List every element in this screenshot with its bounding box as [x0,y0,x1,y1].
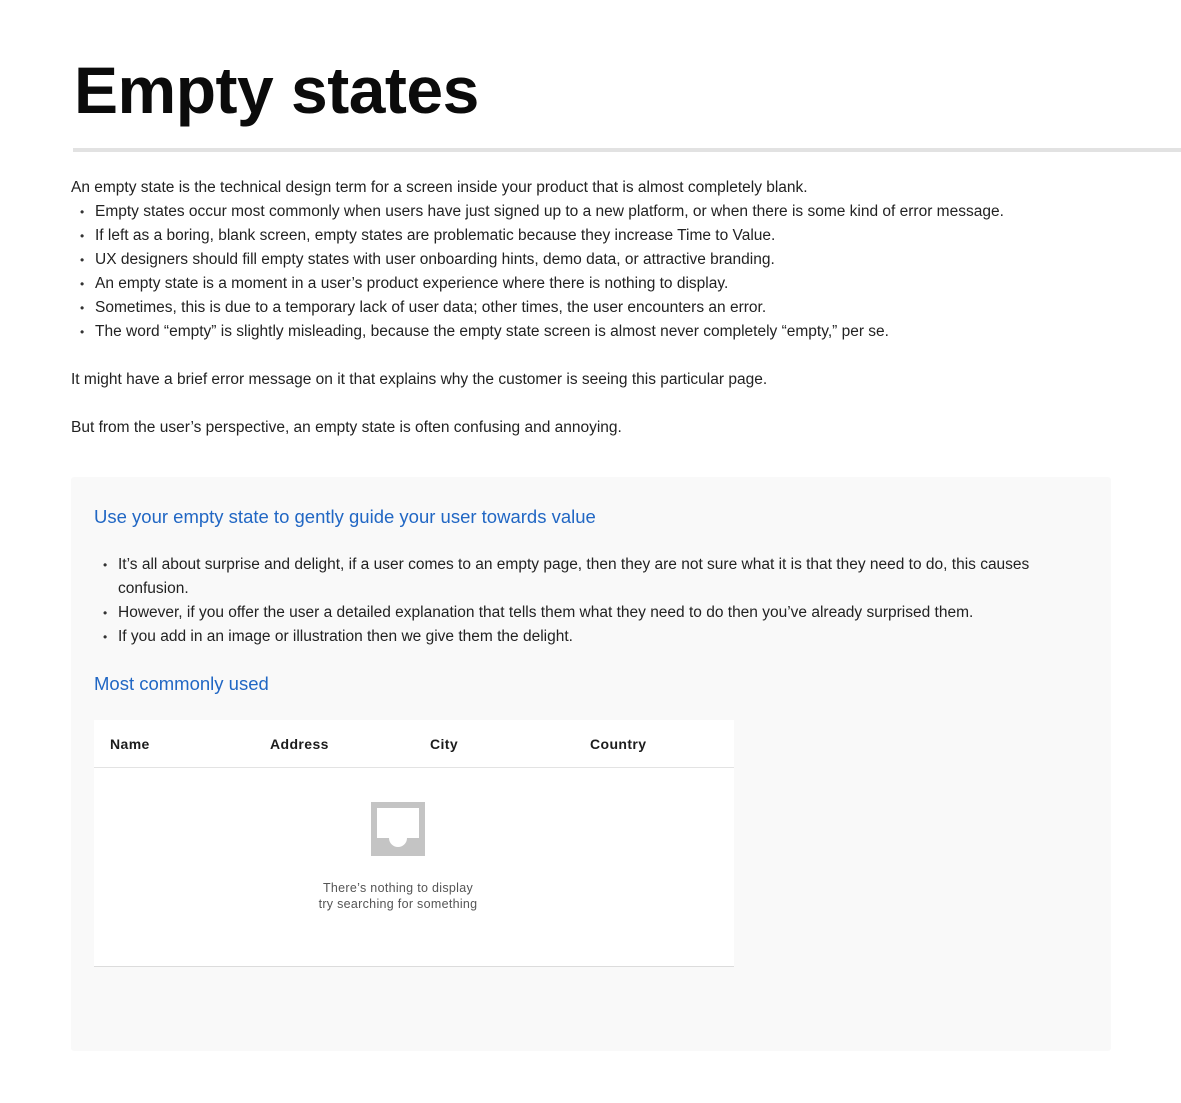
intro-paragraph-2: But from the user’s perspective, an empty state is often confusing and annoying. [71,419,622,436]
list-item: • It’s all about surprise and delight, if a user comes to an empty page, then they are not sure what it is that they need to do, this causes confusion. [94,553,1084,601]
panel-bullet-list [94,553,1084,649]
panel-heading-guide: Use your empty state to gently guide your user towards value [94,506,596,527]
title-divider [73,148,1181,152]
intro-lead: An empty state is the technical design term for a screen inside your product that is almost completely blank. [71,179,808,196]
empty-message-line-1: There’s nothing to display [322,881,474,895]
list-item: • UX designers should fill empty states with user onboarding hints, demo data, or attractive branding. [71,248,1151,272]
list-item: • The word “empty” is slightly misleading, because the empty state screen is almost never completely “empty,” per se. [71,320,1151,344]
table-header-row [94,720,734,768]
column-header-address[interactable]: Address [270,736,329,752]
list-item: • An empty state is a moment in a user’s product experience where there is nothing to display. [71,272,1151,296]
intro-bullet-list [71,200,1151,344]
list-item: • If left as a boring, blank screen, empty states are problematic because they increase Time to Value. [71,224,1151,248]
list-item: • However, if you offer the user a detailed explanation that tells them what they need to do then you’ve already surprised them. [94,601,1084,625]
page-title: Empty states [74,53,479,127]
intro-section [71,176,1151,440]
list-item: • Empty states occur most commonly when users have just signed up to a new platform, or when there is some kind of error message. [71,200,1151,224]
inbox-tray-icon [371,802,425,856]
intro-paragraph-1: It might have a brief error message on it that explains why the customer is seeing this particular page. [71,371,768,388]
column-header-name[interactable]: Name [110,736,150,752]
empty-state-message [278,880,518,912]
guidance-panel [71,477,1111,1051]
empty-message-line-2: try searching for something [318,897,478,911]
list-item: • Sometimes, this is due to a temporary lack of user data; other times, the user encounters an error. [71,296,1151,320]
column-header-city[interactable]: City [430,736,459,752]
list-item: • If you add in an image or illustration then we give them the delight. [94,625,1084,649]
empty-state-table [94,720,734,967]
panel-heading-common: Most commonly used [94,673,269,694]
column-header-country[interactable]: Country [590,736,647,752]
